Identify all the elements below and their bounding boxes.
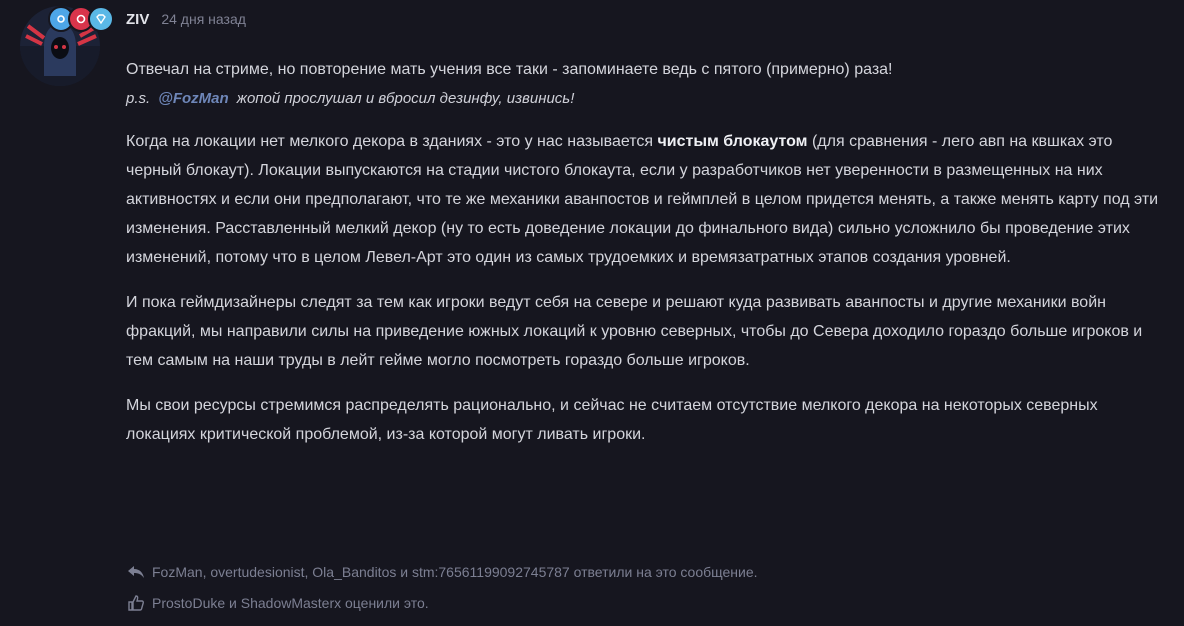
post-header	[126, 11, 246, 28]
post-ps	[126, 84, 1171, 113]
paragraph-text: (для сравнения - лего авп на квшках это черный блокаут). Локации выпускаются на стадии чистого блокаута, если у разработчиков нет уверенности в размещенных на них активностях и если они предполагают, что те же механики аванпостов и геймплей в целом придется менять, а также менять карту под эти изменения. Расставленный мелкий декор (ну то есть доведение локации до финального вида) сильно усложнило бы проведение этих изменений, потому что в целом Левел-Арт это один из самых трудоемких и времязатратных этапов создания уровней.	[126, 133, 1159, 266]
paragraph-text: Когда на локации нет мелкого декора в зданиях - это у нас называется	[126, 133, 658, 150]
ps-prefix: p.s.	[126, 90, 151, 107]
likes-info	[126, 593, 429, 613]
post-line: Отвечал на стриме, но повторение мать учения все таки - запоминаете ведь с пятого (примерно) раза!	[126, 61, 893, 78]
bold-term: чистым блокаутом	[657, 133, 808, 150]
post-content	[126, 55, 1171, 449]
badge-diamond-icon	[88, 6, 114, 32]
replies-text[interactable]: FozMan, overtudesionist, Ola_Banditos и stm:76561199092745787 ответили на это сообщение.	[152, 564, 758, 580]
author-name[interactable]: ZIV	[126, 11, 150, 28]
paragraph	[126, 127, 1171, 272]
paragraph: И пока геймдизайнеры следят за тем как игроки ведут себя на севере и решают куда развивать аванпосты и другие механики войн фракций, мы направили силы на приведение южных локаций к уровню северных, чтобы до Севера доходило гораздо больше игроков и тем самым на наши труды в лейт гейме могло посмотреть гораздо больше игроков.	[126, 294, 1143, 369]
likes-text[interactable]: ProstoDuke и ShadowMasterx оценили это.	[152, 595, 429, 611]
user-mention[interactable]: @FozMan	[158, 90, 229, 107]
ps-text: жопой прослушал и вбросил дезинфу, извинись!	[236, 90, 575, 107]
post-timestamp[interactable]: 24 дня назад	[161, 11, 246, 27]
paragraph: Мы свои ресурсы стремимся распределять рационально, и сейчас не считаем отсутствие мелкого декора на некоторых северных локациях критической проблемой, из-за которой могут ливать игроки.	[126, 397, 1098, 443]
replies-info	[126, 562, 758, 582]
reply-icon	[126, 562, 146, 582]
badge-group	[48, 6, 114, 32]
avatar-container[interactable]	[20, 6, 100, 86]
thumbs-up-icon	[126, 593, 146, 613]
